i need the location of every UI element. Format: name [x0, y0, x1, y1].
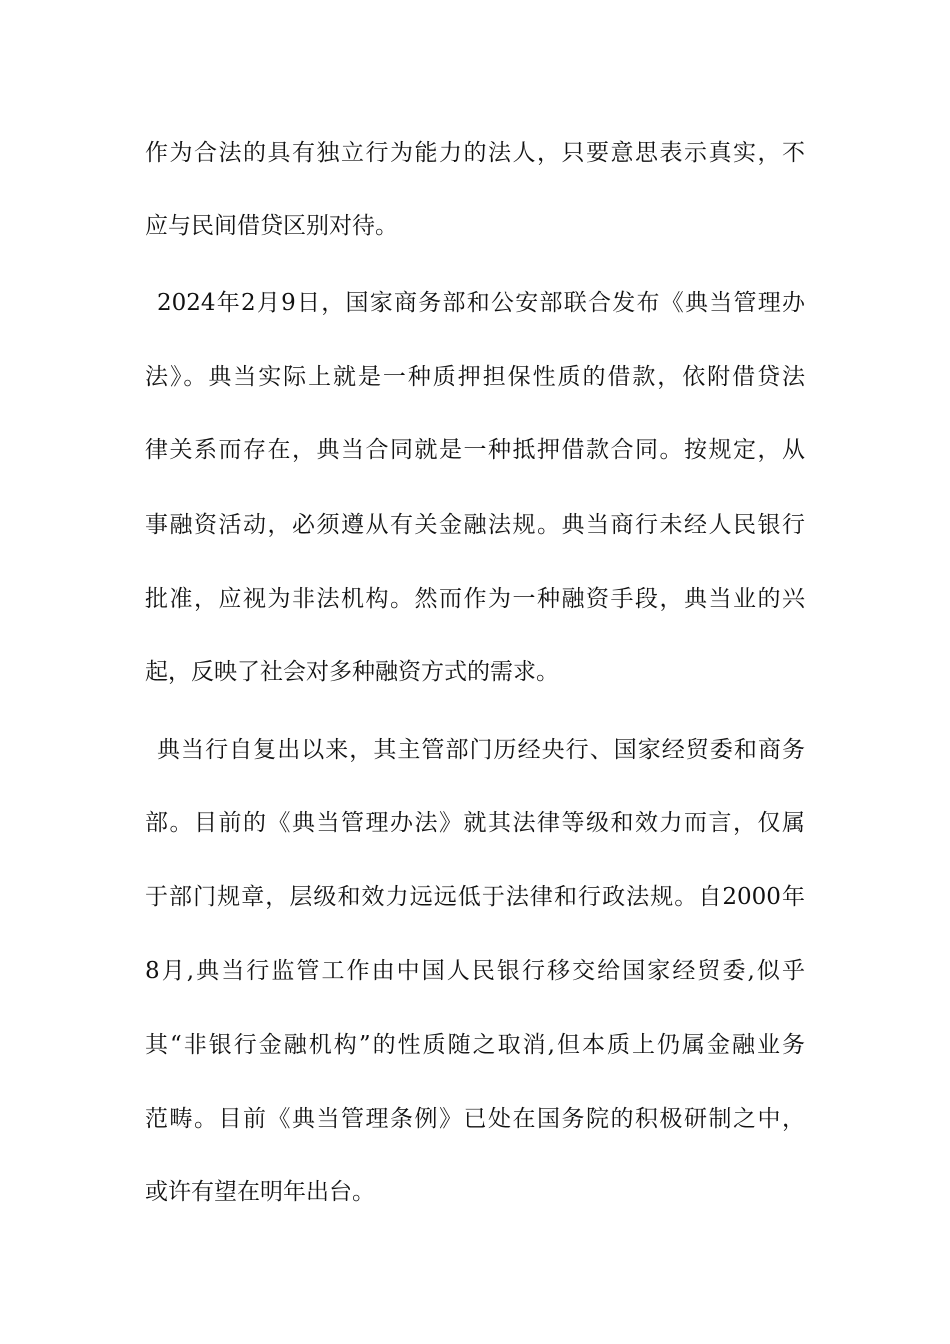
paragraph-3-line-6: 范畴。目前《典当管理条例》已处在国务院的积极研制之中， [145, 1106, 805, 1132]
paragraph-3-line-2: 部。目前的《典当管理办法》就其法律等级和效力而言，仅属 [145, 810, 805, 836]
paragraph-1-line-2: 应与民间借贷区别对待。 [145, 213, 398, 239]
paragraph-3-line-7: 或许有望在明年出台。 [145, 1179, 375, 1205]
paragraph-2-line-3: 律关系而存在，典当合同就是一种抵押借款合同。按规定，从 [145, 437, 805, 463]
paragraph-3-line-5: 其“非银行金融机构”的性质随之取消,但本质上仍属金融业务 [145, 1032, 805, 1058]
paragraph-2-line-2: 法》。典当实际上就是一种质押担保性质的借款，依附借贷法 [145, 364, 805, 390]
paragraph-3-line-3: 于部门规章，层级和效力远远低于法律和行政法规。自2000年 [145, 884, 805, 910]
paragraph-1-line-1: 作为合法的具有独立行为能力的法人，只要意思表示真实，不 [145, 140, 805, 166]
paragraph-3-line-4: 8月,典当行监管工作由中国人民银行移交给国家经贸委,似乎 [145, 958, 805, 984]
paragraph-3-line-1: 典当行自复出以来，其主管部门历经央行、国家经贸委和商务 [157, 737, 805, 763]
paragraph-2-line-4: 事融资活动，必须遵从有关金融法规。典当商行未经人民银行 [145, 512, 805, 538]
paragraph-2-line-5: 批准，应视为非法机构。然而作为一种融资手段，典当业的兴 [145, 586, 805, 612]
paragraph-2-line-6: 起，反映了社会对多种融资方式的需求。 [145, 659, 559, 685]
paragraph-2-line-1: 2024年2月9日，国家商务部和公安部联合发布《典当管理办 [157, 290, 805, 316]
